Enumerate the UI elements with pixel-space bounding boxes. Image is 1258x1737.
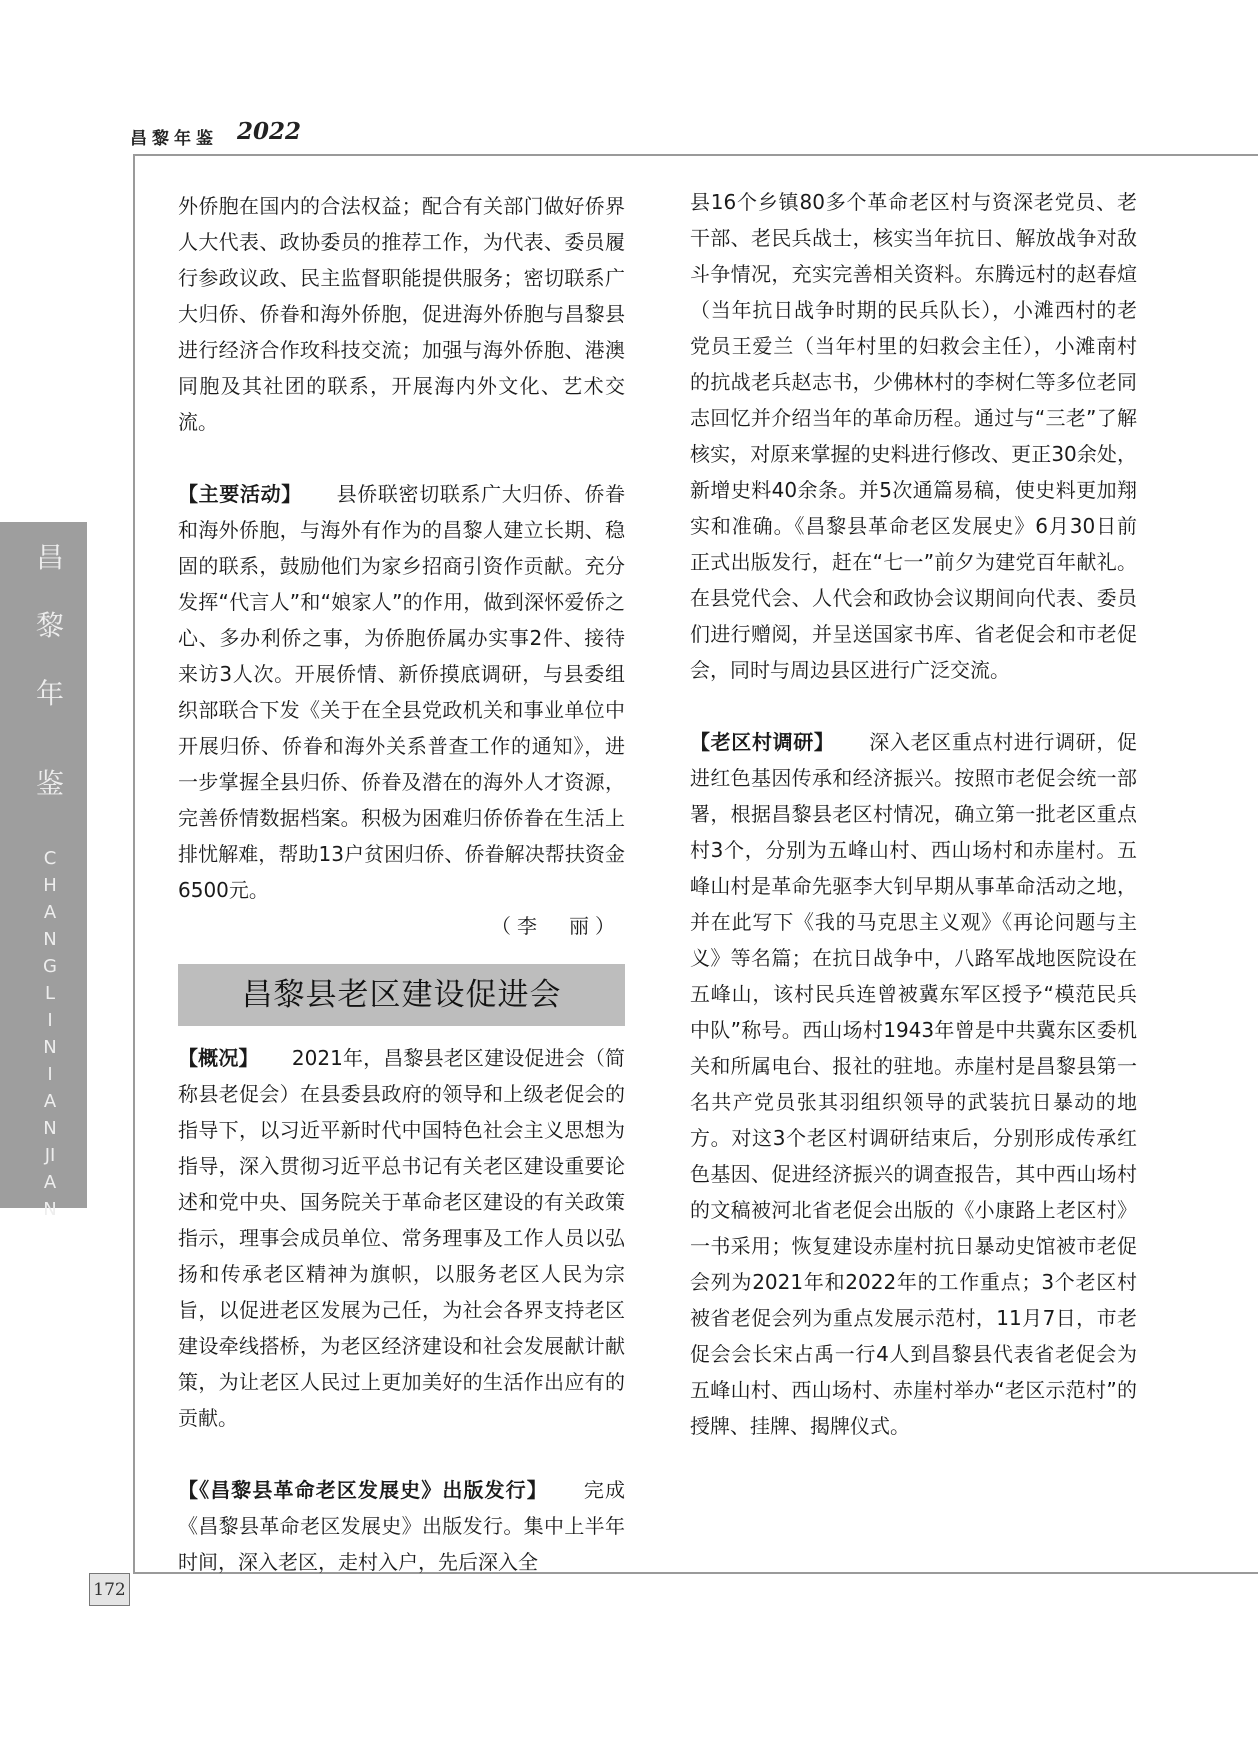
side-tab-char-4: 鉴 [35,767,64,800]
activities-heading: 【主要活动】 [178,482,302,506]
history-paragraph [178,1472,625,1580]
research-heading: 【老区村调研】 [690,730,835,754]
side-tab-char-1: 昌 [35,541,64,574]
history-continued-paragraph: 县16个乡镇80多个革命老区村与资深老党员、老干部、老民兵战士，核实当年抗日、解放战争对敌斗争情况，充实完善相关资料。东腾远村的赵春煊（当年抗日战争时期的民兵队长），小滩西村的老党员王爱兰（当年村里的妇救会主任），小滩南村的抗战老兵赵志书，少佛林村的李树仁等多位老同志回忆并介绍当年的革命历程。通过与“三老”了解核实，对原来掌握的史料进行修改、更正30余处，新增史料40余条。并5次通篇易稿，使史料更加翔实和准确。《昌黎县革命老区发展史》6月30日前正式出版发行，赶在“七一”前夕为建党百年献礼。在县党代会、人代会和政协会议期间向代表、委员们进行赠阅，并呈送国家书库、省老促会和市老促会，同时与周边县区进行广泛交流。 [690,190,1137,682]
overview-paragraph [178,1040,625,1436]
overview-heading: 【概况】 [178,1046,259,1070]
frame-left-rule [133,154,135,1572]
research-text: 深入老区重点村进行调研，促进红色基因传承和经济振兴。按照市老促会统一部署，根据昌黎县老区村情况，确立第一批老区重点村3个，分别为五峰山村、西山场村和赤崖村。五峰山村是革命先驱李大钊早期从事革命活动之地，并在此写下《我的马克思主义观》《再论问题与主义》等名篇；在抗日战争中，八路军战地医院设在五峰山，该村民兵连曾被冀东军区授予“模范民兵中队”称号。西山场村1943年曾是中共冀东区委机关和所属电台、报社的驻地。赤崖村是昌黎县第一名共产党员张其羽组织领导的武装抗日暴动的地方。对这3个老区村调研结束后，分别形成传承红色基因、促进经济振兴的调查报告，其中西山场村的文稿被河北省老促会出版的《小康路上老区村》一书采用；恢复建设赤崖村抗日暴动史馆被市老促会列为2021年和2022年的工作重点；3个老区村被省老促会列为重点发展示范村，11月7日，市老促会会长宋占禹一行4人到昌黎县代表省老促会为五峰山村、西山场村、赤崖村举办“老区示范村”的授牌、挂牌、揭牌仪式。 [690,730,1138,1438]
page-number: 172 [89,1573,130,1606]
side-tab-char-3: 年 [35,677,64,710]
history-text: 完成《昌黎县革命老区发展史》出版发行。集中上半年时间，深入老区，走村入户，先后深入全 [178,1478,626,1574]
activities-paragraph [178,476,625,908]
author-credit: （李 丽） [491,914,621,938]
header-year: 2022 [237,118,302,145]
header-book-title: 昌黎年鉴 [130,129,218,149]
research-paragraph [690,724,1137,1444]
overview-text: 2021年，昌黎县老区建设促进会（简称县老促会）在县委县政府的领导和上级老促会的指导下，以习近平新时代中国特色社会主义思想为指导，深入贯彻习近平总书记有关老区建设重要论述和党中央、国务院关于革命老区建设的有关政策指示，理事会成员单位、常务理事及工作人员以弘扬和传承老区精神为旗帜，以服务老区人民为宗旨，以促进老区发展为己任，为社会各界支持老区建设牵线搭桥，为老区经济建设和社会发展献计献策，为让老区人民过上更加美好的生活作出应有的贡献。 [178,1046,626,1430]
side-tab-char-2: 黎 [35,609,64,642]
intro-paragraph: 外侨胞在国内的合法权益；配合有关部门做好侨界人大代表、政协委员的推荐工作，为代表、委员履行参政议政、民主监督职能提供服务；密切联系广大归侨、侨眷和海外侨胞，促进海外侨胞与昌黎县进行经济合作玫科技交流；加强与海外侨胞、港澳同胞及其社团的联系，开展海内外文化、艺术交流。 [178,194,625,434]
section-title: 昌黎县老区建设促进会 [178,964,625,1026]
left-column [178,188,625,1580]
activities-text: 县侨联密切联系广大归侨、侨眷和海外侨胞，与海外有作为的昌黎人建立长期、稳固的联系，鼓励他们为家乡招商引资作贡献。充分发挥“代言人”和“娘家人”的作用，做到深怀爱侨之心、多办利侨之事，为侨胞侨属办实事2件、接待来访3人次。开展侨情、新侨摸底调研，与县委组织部联合下发《关于在全县党政机关和事业单位中开展归侨、侨眷和海外关系普查工作的通知》，进一步掌握全县归侨、侨眷及潜在的海外人才资源，完善侨情数据档案。积极为困难归侨侨眷在生活上排忧解难，帮助13户贫困归侨、侨眷解决帮扶资金6500元。 [178,482,626,902]
frame-top-rule [133,154,1258,156]
right-column [690,184,1137,1444]
running-header [130,124,218,149]
history-heading: 【《昌黎县革命老区发展史》出版发行】 [178,1478,548,1502]
pinyin-text: CHANGLINIANJIAN [43,848,57,1220]
side-tab-pinyin [30,845,70,1223]
